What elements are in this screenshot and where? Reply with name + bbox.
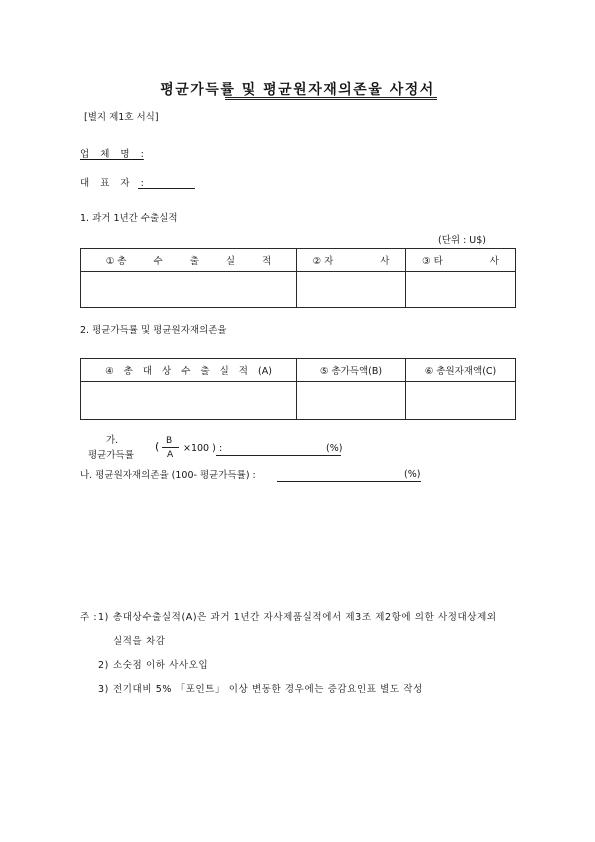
table-row [81,272,516,308]
header-label: 총 대 상 수 출 실 적 (A) [123,366,272,377]
representative-label: 대 표 자 : [80,178,144,189]
header-total-exports [81,249,297,272]
unit-label: (단위 : U$) [438,235,487,246]
cell-total-value-added [297,382,406,420]
note-text: 소숫점 이하 사사오입 [113,660,209,671]
note-text: 총대상수출실적(A)은 과거 1년간 자사제품실적에서 제3조 제2항에 의한 사정대상제외 [113,612,497,623]
header-total-raw-materials [406,359,516,382]
formula-a-numerator: B [166,436,173,446]
title-double-underline [225,97,437,100]
table-header-row [81,249,516,272]
export-performance-table [80,248,516,308]
header-label: 자 사 [324,256,390,267]
cell-total-exports [81,272,297,308]
header-other-company [406,249,516,272]
cell-total-raw-materials [406,382,516,420]
circled-number: ③ [422,256,431,267]
formula-b-fill-line [277,481,421,482]
company-name-label: 업 체 명 : [80,149,144,160]
formula-a-fill-line [216,455,341,456]
header-label: 총가득액(B) [331,366,383,377]
header-label: 총원자재액(C) [436,366,497,377]
header-label: 총 수 출 실 적 [117,256,272,267]
header-label: 타 사 [433,256,499,267]
header-total-target-exports [81,359,297,382]
fraction-bar [162,447,179,448]
circled-number: ④ [105,366,114,377]
header-own-company [297,249,406,272]
note-text: 실적을 차감 [113,636,166,647]
formula-a-multiplier: ×100 ) [183,443,216,454]
formula-b-unit: (%) [404,469,421,480]
formula-b-text: 나. 평균원자재의존율 (100- 평균가득률) : [80,470,256,481]
notes-prefix: 주 : [80,612,98,623]
section1-heading: 1. 과거 1년간 수출실적 [80,213,178,224]
circled-number: ⑤ [319,366,329,377]
form-number: [별지 제1호 서식] [84,112,159,123]
table-header-row [81,359,516,382]
formula-a-label: 평균가득률 [88,450,134,461]
representative-fill-line [138,188,195,189]
document-title: 평균가득률 및 평균원자재의존율 사정서 [160,82,435,98]
cell-other-company [406,272,516,308]
formula-a-unit: (%) [326,443,343,454]
formula-a-open-paren: ( [155,440,160,453]
circled-number: ② [312,256,322,267]
formula-a-colon: : [219,443,223,454]
header-total-value-added [297,359,406,382]
circled-number: ⑥ [424,366,434,377]
formula-a-marker: 가. [106,435,119,446]
value-added-table [80,358,516,420]
note-number: 3) [98,684,109,695]
note-number: 2) [98,660,109,671]
formula-a-denominator: A [167,450,174,460]
cell-total-target-exports [81,382,297,420]
cell-own-company [297,272,406,308]
note-text: 전기대비 5% 「포인트」 이상 변동한 경우에는 증감요인표 별도 작성 [113,684,423,695]
circled-number: ① [105,256,115,267]
note-number: 1) [98,612,109,623]
section2-heading: 2. 평균가득률 및 평균원자재의존율 [80,325,227,336]
table-row [81,382,516,420]
